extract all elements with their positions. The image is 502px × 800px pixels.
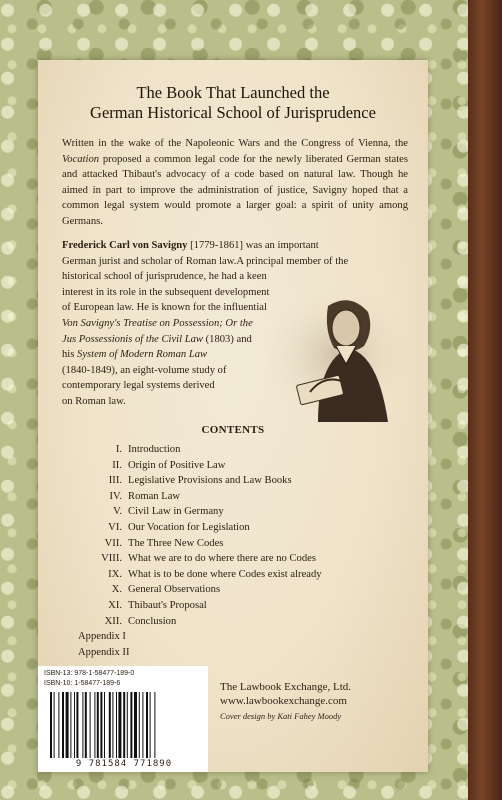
toc-item: XI. Thibaut's Proposal: [108, 599, 207, 611]
barcode-bar: [142, 692, 143, 758]
barcode-bar: [154, 692, 155, 758]
author-name: Frederick Carl von Savigny: [62, 240, 188, 251]
barcode-bar: [66, 692, 69, 758]
cover-design-credit: Cover design by Kati Fahey Moody: [220, 711, 342, 721]
barcode-bar: [130, 692, 132, 758]
toc-item: III. Legislative Provisions and Law Books: [108, 475, 292, 487]
barcode-bar: [109, 692, 111, 758]
author-portrait: [258, 284, 408, 424]
toc-item: X. General Observations: [111, 584, 221, 596]
toc-item: VIII. What we are to do where there are no Codes: [101, 553, 316, 565]
toc-item: VI. Our Vocation for Legislation: [108, 521, 250, 533]
author-bio: Frederick Carl von Savigny [1779-1861] was an important German jurist and scholar of Roman law.A principal member of the historical school of jurisprudence, he had a keen interest in its role in the subsequent development of European law. He is known for the influential Von Savigny's Treatise on Possession; Or the Jus Possessionis of the Civil Law (1803) and his System of Modern Roman Law (1840-1849), an eight-volume study of contemporary legal systems derived on Roman law.: [62, 240, 349, 407]
barcode-bar: [118, 692, 121, 758]
barcode-bar: [58, 692, 59, 758]
barcode-bar: [100, 692, 102, 758]
toc-appendix-2: Appendix II: [78, 646, 130, 658]
toc-item: I. Introduction: [115, 444, 181, 455]
barcode-bar: [123, 692, 125, 758]
barcode-bar: [94, 692, 95, 758]
vocation-title: Vocation: [62, 153, 100, 165]
toc-item: IX. What is to be done where Codes exist already: [108, 568, 322, 580]
barcode-bar: [97, 692, 99, 758]
book-spine: [468, 0, 502, 800]
barcode-bar: [85, 692, 87, 758]
headline-line-2: German Historical School of Jurisprudence: [90, 103, 376, 122]
barcode-bar: [76, 692, 78, 758]
barcode-number: 9 781584 771890: [75, 759, 173, 769]
publisher-url: www.lawbookexchange.com: [220, 695, 347, 707]
barcode-bar: [62, 692, 64, 758]
barcode-bar: [127, 692, 128, 758]
barcode-bar: [70, 692, 71, 758]
toc-item: IV. Roman Law: [109, 490, 181, 502]
barcode-bar: [139, 692, 140, 758]
barcode-bar: [104, 692, 105, 758]
headline-line-1: The Book That Launched the: [136, 83, 330, 102]
toc-item: XII. Conclusion: [104, 615, 177, 627]
barcode-bar: [90, 692, 91, 758]
toc-item: II. Origin of Positive Law: [112, 459, 226, 471]
barcode-bars: [48, 692, 200, 758]
toc-item: V. Civil Law in Germany: [113, 506, 224, 518]
barcode-bar: [150, 692, 151, 758]
isbn-10: ISBN-10: 1-58477-189-6: [44, 680, 121, 687]
barcode-block: [38, 666, 208, 772]
barcode-bar: [74, 692, 75, 758]
back-cover-panel: [38, 60, 428, 772]
barcode-bar: [112, 692, 113, 758]
toc-item: VII. The Three New Codes: [104, 537, 224, 549]
publisher-name: The Lawbook Exchange, Ltd.: [220, 681, 352, 693]
contents-heading: CONTENTS: [201, 424, 265, 436]
barcode-bar: [146, 692, 148, 758]
toc-appendix-1: Appendix I: [78, 631, 126, 643]
barcode-bar: [134, 692, 137, 758]
intro-paragraph: Written in the wake of the Napoleonic Wars and the Congress of Vienna, the Vocation proposed a common legal code for the newly liberated German states and attacked Thibaut's advocacy of a code based on natural law. Though he aimed in part to improve the administration of justice, Savigny hoped that a common legal system would promote a larger goal: a spirit of unity among Germans.: [62, 138, 408, 227]
barcode-bar: [54, 692, 55, 758]
table-of-contents: [78, 442, 418, 660]
isbn-13: ISBN-13: 978-1-58477-189-0: [44, 670, 135, 677]
barcode-bar: [82, 692, 83, 758]
barcode-bar: [116, 692, 117, 758]
barcode-bar: [50, 692, 52, 758]
